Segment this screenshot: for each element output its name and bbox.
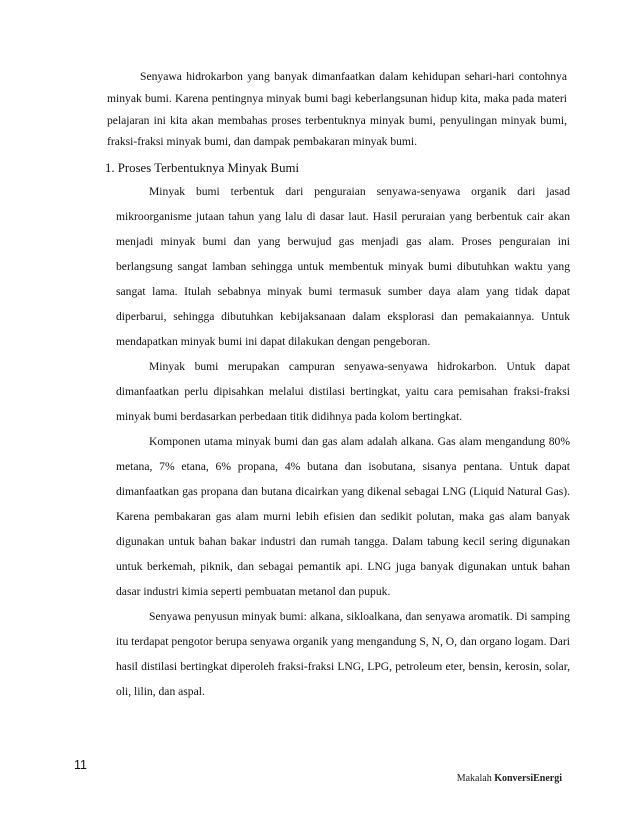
page-number: 11 [74,758,87,772]
paragraph-composition: Senyawa penyusun minyak bumi: alkana, sikloalkana, dan senyawa aromatik. Di samping itu terdapat pengotor berupa senyawa organik yang mengandung S, N, O, dan organo logam. Dari hasil distilasi bertingkat diperoleh fraksi-fraksi LNG, LPG, petroleum eter, bensin, kerosin, solar, oli, lilin, dan aspal. [116,610,570,699]
paragraph-distillation: Minyak bumi merupakan campuran senyawa-senyawa hidrokarbon. Untuk dapat dimanfaatkan perlu dipisahkan melalui distilasi bertingkat, yaitu cara pemisahan fraksi-fraksi minyak bumi berdasarkan perbedaan titik didihnya pada kolom bertingkat. [116,360,570,424]
section-body [116,179,570,704]
footer-title: KonversiEnergi [494,773,562,784]
intro-paragraph: Senyawa hidrokarbon yang banyak dimanfaatkan dalam kehidupan sehari-hari contohnya minyak bumi. Karena pentingnya minyak bumi bagi keberlangsunan hidup kita, maka pada materi pelajaran ini kita akan membahas proses terbentuknya minyak bumi, penyulingan minyak bumi, fraksi-fraksi minyak bumi, dan dampak pembakaran minyak bumi. [107,70,567,149]
paragraph-natural-gas: Komponen utama minyak bumi dan gas alam adalah alkana. Gas alam mengandung 80% metana, 7% etana, 6% propana, 4% butana dan isobutana, sisanya pentana. Untuk dapat dimanfaatkan gas propana dan butana dicairkan yang dikenal sebagai LNG (Liquid Natural Gas). Karena pembakaran gas alam murni lebih efisien dan sedikit polutan, maka gas alam banyak digunakan untuk bahan bakar industri dan rumah tangga. Dalam tabung kecil sering digunakan untuk berkemah, piknik, dan sebagai pemantik api. LNG juga banyak digunakan untuk bahan dasar industri kimia seperti pembuatan metanol dan pupuk. [116,435,570,599]
paragraph-formation: Minyak bumi terbentuk dari penguraian senyawa-senyawa organik dari jasad mikroorganisme jutaan tahun yang lalu di dasar laut. Hasil peruraian yang berbentuk cair akan menjadi minyak bumi dan yang berwujud gas menjadi gas alam. Proses penguraian ini berlangsung sangat lamban sehingga untuk membentuk minyak bumi dibutuhkan waktu yang sangat lama. Itulah sebabnya minyak bumi termasuk sumber daya alam yang tidak dapat diperbarui, sehingga dibutuhkan kebijaksanaan dalam eksplorasi dan pemakaiannya. Untuk mendapatkan minyak bumi ini dapat dilakukan dengan pengeboran. [116,185,570,349]
page-content [105,66,570,704]
footer [457,773,562,784]
section-heading: 1. Proses Terbentuknya Minyak Bumi [105,161,300,176]
footer-prefix: Makalah [456,773,492,784]
